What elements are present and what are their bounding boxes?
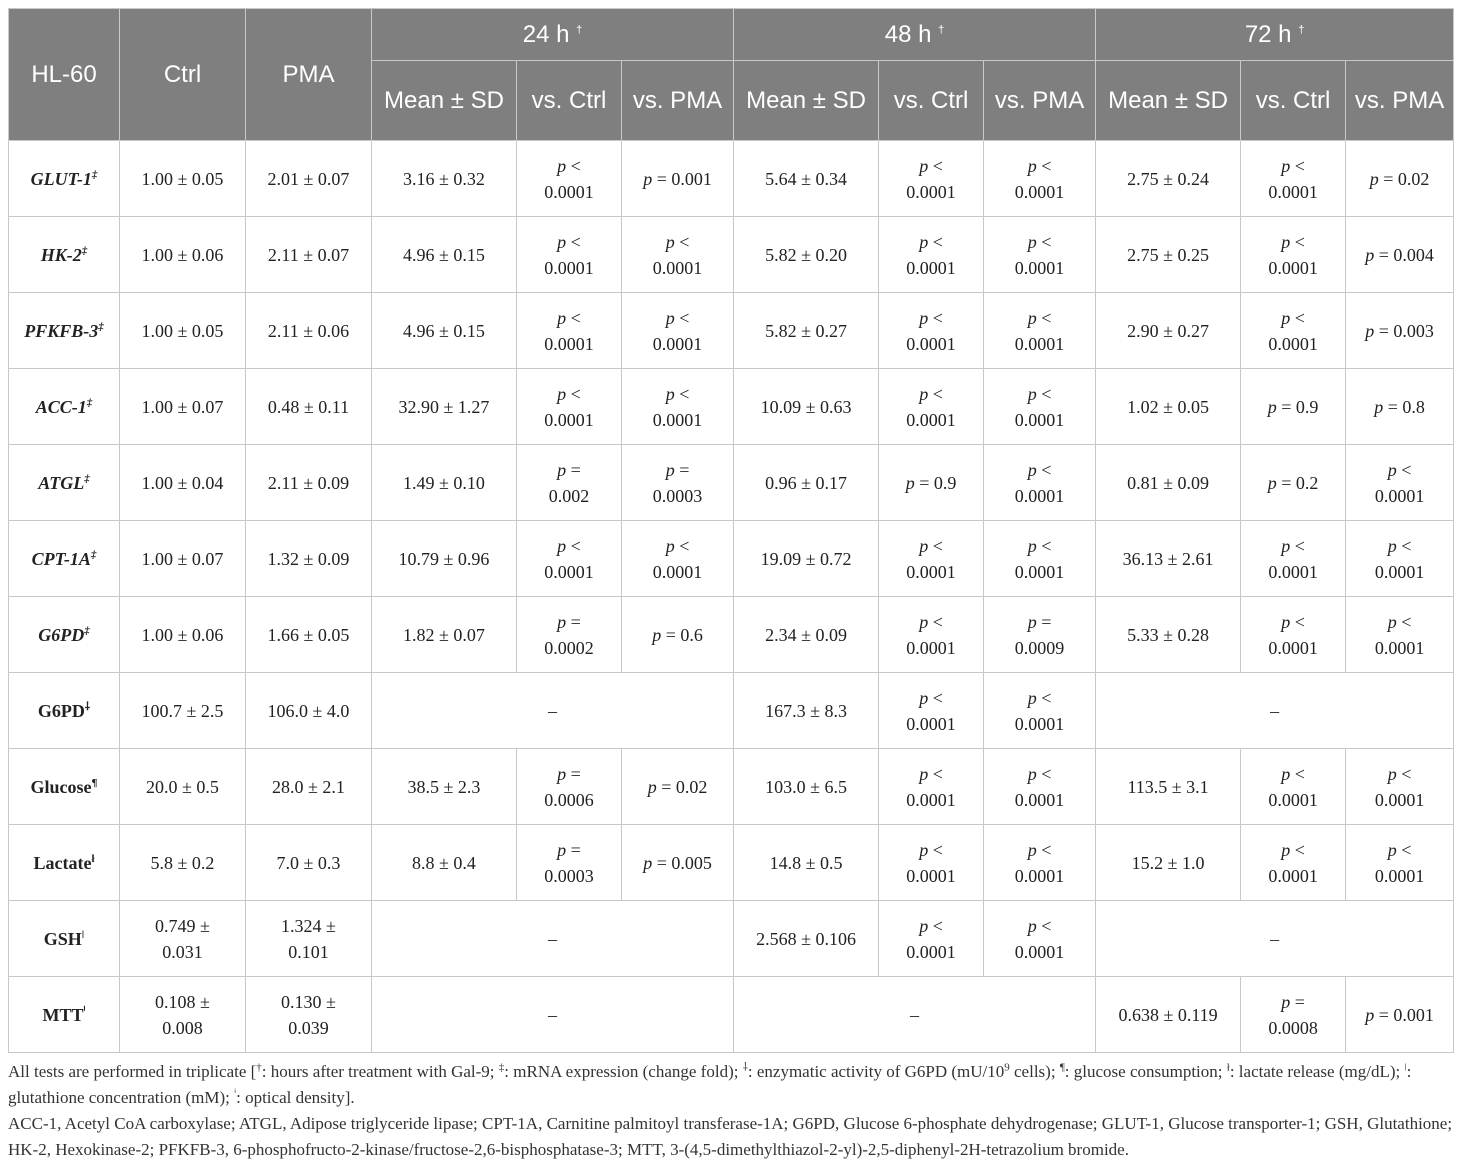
t72-mean-sd: 0.81 ± 0.09 bbox=[1096, 445, 1241, 521]
row-label-mark: ¶ bbox=[91, 776, 98, 789]
subheader-vs-pma: vs. PMA bbox=[1346, 61, 1454, 141]
t72-mean-sd: 5.33 ± 0.28 bbox=[1096, 597, 1241, 673]
pma-value: 0.48 ± 0.11 bbox=[246, 369, 372, 445]
footnote-text: : optical density]. bbox=[236, 1088, 355, 1107]
table-row bbox=[9, 141, 1454, 217]
row-label-mark: ǀ bbox=[81, 928, 85, 941]
table-row bbox=[9, 825, 1454, 901]
t24-mean-sd: 3.16 ± 0.32 bbox=[372, 141, 517, 217]
row-label-mark: ‡ bbox=[98, 320, 104, 333]
t48-mean-sd: 5.82 ± 0.27 bbox=[734, 293, 879, 369]
t72-mean-sd: 36.13 ± 2.61 bbox=[1096, 521, 1241, 597]
footnote-text: : mRNA expression (change fold); bbox=[504, 1062, 743, 1081]
header-24h-label: 24 h bbox=[522, 21, 570, 48]
pma-value: 1.66 ± 0.05 bbox=[246, 597, 372, 673]
t72-vs-ctrl-p: p < 0.0001 bbox=[1241, 825, 1346, 901]
t48-mean-sd: 2.568 ± 0.106 bbox=[734, 901, 879, 977]
row-label-text: G6PD bbox=[37, 700, 85, 721]
t72-not-measured: – bbox=[1096, 673, 1454, 749]
t48-vs-ctrl-p: p < 0.0001 bbox=[879, 141, 984, 217]
ctrl-value: 1.00 ± 0.07 bbox=[120, 521, 246, 597]
subheader-mean-sd: Mean ± SD bbox=[372, 61, 517, 141]
t24-vs-pma-p: p < 0.0001 bbox=[622, 293, 734, 369]
footnote-mark: 9 bbox=[1004, 1061, 1010, 1074]
t24-mean-sd: 8.8 ± 0.4 bbox=[372, 825, 517, 901]
t48-vs-ctrl-p: p < 0.0001 bbox=[879, 293, 984, 369]
footnote-abbreviations: ACC-1, Acetyl CoA carboxylase; ATGL, Adipose triglyceride lipase; CPT-1A, Carnitine palmitoyl transferase-1A; G6PD, Glucose 6-phosphate dehydrogenase; GLUT-1, Glucose transporter-1; GSH, Glutathione; HK-2, Hexokinase-2; PFKFB-3, 6-phosphofructo-2-kinase/fructose-2,6-bisphosphatase-3; MTT, 3-(4,5-dimethylthiazol-2-yl)-2,5-diphenyl-2H-tetrazolium bromide. bbox=[8, 1114, 1453, 1159]
t48-vs-pma-p: p < 0.0001 bbox=[984, 673, 1096, 749]
row-label bbox=[9, 825, 120, 901]
pma-value: 2.11 ± 0.07 bbox=[246, 217, 372, 293]
t72-vs-pma-p: p < 0.0001 bbox=[1346, 749, 1454, 825]
t48-mean-sd: 2.34 ± 0.09 bbox=[734, 597, 879, 673]
t72-vs-ctrl-p: p < 0.0001 bbox=[1241, 293, 1346, 369]
header-ctrl: Ctrl bbox=[120, 9, 246, 141]
table-footnotes bbox=[8, 1059, 1454, 1163]
t48-vs-pma-p: p < 0.0001 bbox=[984, 369, 1096, 445]
footnote-text: : glucose consumption; bbox=[1064, 1062, 1227, 1081]
t48-vs-ctrl-p: p < 0.0001 bbox=[879, 521, 984, 597]
t48-vs-ctrl-p: p < 0.0001 bbox=[879, 597, 984, 673]
footnote-text: : lactate release (mg/dL); bbox=[1229, 1062, 1405, 1081]
t24-vs-pma-p: p = 0.6 bbox=[622, 597, 734, 673]
subheader-vs-ctrl: vs. Ctrl bbox=[879, 61, 984, 141]
t48-mean-sd: 103.0 ± 6.5 bbox=[734, 749, 879, 825]
subheader-vs-ctrl: vs. Ctrl bbox=[517, 61, 622, 141]
t72-vs-ctrl-p: p < 0.0001 bbox=[1241, 597, 1346, 673]
ctrl-value: 1.00 ± 0.05 bbox=[120, 293, 246, 369]
header-pma: PMA bbox=[246, 9, 372, 141]
footnote-mark: ǀ bbox=[1404, 1061, 1407, 1074]
row-label-mark: ł bbox=[91, 852, 95, 865]
t72-vs-pma-p: p = 0.8 bbox=[1346, 369, 1454, 445]
t72-mean-sd: 2.90 ± 0.27 bbox=[1096, 293, 1241, 369]
t72-mean-sd: 0.638 ± 0.119 bbox=[1096, 977, 1241, 1053]
t48-vs-ctrl-p: p < 0.0001 bbox=[879, 901, 984, 977]
header-24h-mark: † bbox=[576, 24, 583, 36]
t48-mean-sd: 14.8 ± 0.5 bbox=[734, 825, 879, 901]
t24-vs-ctrl-p: p < 0.0001 bbox=[517, 293, 622, 369]
row-label bbox=[9, 293, 120, 369]
row-label-text: ATGL bbox=[38, 472, 85, 493]
t24-vs-ctrl-p: p < 0.0001 bbox=[517, 369, 622, 445]
ctrl-value: 0.108 ± 0.008 bbox=[120, 977, 246, 1053]
t24-vs-ctrl-p: p = 0.0002 bbox=[517, 597, 622, 673]
subheader-mean-sd: Mean ± SD bbox=[734, 61, 879, 141]
t72-vs-pma-p: p < 0.0001 bbox=[1346, 445, 1454, 521]
ctrl-value: 1.00 ± 0.06 bbox=[120, 217, 246, 293]
t24-vs-ctrl-p: p = 0.0006 bbox=[517, 749, 622, 825]
t72-vs-pma-p: p = 0.004 bbox=[1346, 217, 1454, 293]
t24-mean-sd: 1.49 ± 0.10 bbox=[372, 445, 517, 521]
pma-value: 7.0 ± 0.3 bbox=[246, 825, 372, 901]
t48-vs-pma-p: p < 0.0001 bbox=[984, 141, 1096, 217]
pma-value: 1.32 ± 0.09 bbox=[246, 521, 372, 597]
t72-mean-sd: 2.75 ± 0.24 bbox=[1096, 141, 1241, 217]
t48-mean-sd: 5.82 ± 0.20 bbox=[734, 217, 879, 293]
t48-vs-pma-p: p < 0.0001 bbox=[984, 901, 1096, 977]
subheader-vs-pma: vs. PMA bbox=[622, 61, 734, 141]
t24-not-measured: – bbox=[372, 901, 734, 977]
t24-mean-sd: 10.79 ± 0.96 bbox=[372, 521, 517, 597]
row-label bbox=[9, 217, 120, 293]
t24-vs-pma-p: p < 0.0001 bbox=[622, 369, 734, 445]
row-label bbox=[9, 597, 120, 673]
t24-mean-sd: 38.5 ± 2.3 bbox=[372, 749, 517, 825]
t24-mean-sd: 32.90 ± 1.27 bbox=[372, 369, 517, 445]
t72-mean-sd: 2.75 ± 0.25 bbox=[1096, 217, 1241, 293]
row-label bbox=[9, 141, 120, 217]
t48-vs-pma-p: p < 0.0001 bbox=[984, 217, 1096, 293]
row-label-text: PFKFB-3 bbox=[24, 320, 99, 341]
header-24h bbox=[372, 9, 734, 61]
footnote-mark: † bbox=[256, 1061, 262, 1074]
t24-vs-pma-p: p < 0.0001 bbox=[622, 217, 734, 293]
t72-vs-pma-p: p < 0.0001 bbox=[1346, 825, 1454, 901]
subheader-mean-sd: Mean ± SD bbox=[1096, 61, 1241, 141]
footnote-text: : glutathione concentration (mM); bbox=[8, 1062, 1412, 1107]
pma-value: 1.324 ± 0.101 bbox=[246, 901, 372, 977]
table-body bbox=[9, 141, 1454, 1053]
row-label bbox=[9, 977, 120, 1053]
row-label-text: Glucose bbox=[30, 776, 92, 797]
t24-mean-sd: 4.96 ± 0.15 bbox=[372, 293, 517, 369]
t24-vs-ctrl-p: p < 0.0001 bbox=[517, 217, 622, 293]
ctrl-value: 1.00 ± 0.07 bbox=[120, 369, 246, 445]
row-label bbox=[9, 901, 120, 977]
footnote-text: : enzymatic activity of G6PD (mU/10 bbox=[747, 1062, 1005, 1081]
row-label-text: GSH bbox=[43, 928, 82, 949]
t24-vs-pma-p: p = 0.005 bbox=[622, 825, 734, 901]
pma-value: 0.130 ± 0.039 bbox=[246, 977, 372, 1053]
header-72h bbox=[1096, 9, 1454, 61]
t24-vs-ctrl-p: p < 0.0001 bbox=[517, 141, 622, 217]
t24-mean-sd: 4.96 ± 0.15 bbox=[372, 217, 517, 293]
t48-mean-sd: 0.96 ± 0.17 bbox=[734, 445, 879, 521]
row-label-mark: ⁱ bbox=[83, 1004, 86, 1017]
row-label-text: MTT bbox=[42, 1004, 84, 1025]
results-table bbox=[8, 8, 1454, 1053]
t72-vs-pma-p: p = 0.001 bbox=[1346, 977, 1454, 1053]
subheader-vs-ctrl: vs. Ctrl bbox=[1241, 61, 1346, 141]
t24-vs-ctrl-p: p = 0.002 bbox=[517, 445, 622, 521]
row-label-text: Lactate bbox=[33, 852, 92, 873]
header-48h bbox=[734, 9, 1096, 61]
t48-vs-pma-p: p < 0.0001 bbox=[984, 825, 1096, 901]
t48-vs-pma-p: p = 0.0009 bbox=[984, 597, 1096, 673]
t72-mean-sd: 1.02 ± 0.05 bbox=[1096, 369, 1241, 445]
table-header bbox=[9, 9, 1454, 141]
t48-vs-ctrl-p: p < 0.0001 bbox=[879, 369, 984, 445]
row-label-mark: ‡ bbox=[81, 244, 88, 257]
footnote-text: : hours after treatment with Gal-9; bbox=[261, 1062, 499, 1081]
row-label-mark: ⸸ bbox=[84, 700, 91, 713]
footnote-mark: ł bbox=[1226, 1061, 1230, 1074]
row-label-mark: ‡ bbox=[86, 396, 93, 409]
header-48h-label: 48 h bbox=[884, 21, 932, 48]
t72-vs-ctrl-p: p < 0.0001 bbox=[1241, 217, 1346, 293]
row-label-text: HK-2 bbox=[40, 244, 82, 265]
table-row bbox=[9, 977, 1454, 1053]
t24-not-measured: – bbox=[372, 977, 734, 1053]
t24-vs-pma-p: p = 0.001 bbox=[622, 141, 734, 217]
t48-mean-sd: 19.09 ± 0.72 bbox=[734, 521, 879, 597]
t24-vs-ctrl-p: p < 0.0001 bbox=[517, 521, 622, 597]
t48-vs-pma-p: p < 0.0001 bbox=[984, 293, 1096, 369]
row-label-text: ACC-1 bbox=[35, 396, 87, 417]
t48-vs-ctrl-p: p < 0.0001 bbox=[879, 825, 984, 901]
t48-mean-sd: 167.3 ± 8.3 bbox=[734, 673, 879, 749]
t48-mean-sd: 5.64 ± 0.34 bbox=[734, 141, 879, 217]
t48-vs-pma-p: p < 0.0001 bbox=[984, 521, 1096, 597]
t72-vs-ctrl-p: p = 0.9 bbox=[1241, 369, 1346, 445]
footnote-mark: ⁱ bbox=[234, 1087, 237, 1100]
t48-not-measured: – bbox=[734, 977, 1096, 1053]
pma-value: 2.11 ± 0.09 bbox=[246, 445, 372, 521]
ctrl-value: 20.0 ± 0.5 bbox=[120, 749, 246, 825]
pma-value: 2.11 ± 0.06 bbox=[246, 293, 372, 369]
t48-vs-ctrl-p: p < 0.0001 bbox=[879, 217, 984, 293]
row-label bbox=[9, 673, 120, 749]
row-label bbox=[9, 369, 120, 445]
row-label bbox=[9, 445, 120, 521]
header-72h-label: 72 h bbox=[1244, 21, 1292, 48]
t48-vs-ctrl-p: p = 0.9 bbox=[879, 445, 984, 521]
ctrl-value: 1.00 ± 0.04 bbox=[120, 445, 246, 521]
table-row bbox=[9, 749, 1454, 825]
table-row bbox=[9, 901, 1454, 977]
t24-vs-pma-p: p = 0.0003 bbox=[622, 445, 734, 521]
ctrl-value: 100.7 ± 2.5 bbox=[120, 673, 246, 749]
footnote-text: cells); bbox=[1009, 1062, 1060, 1081]
t24-vs-ctrl-p: p = 0.0003 bbox=[517, 825, 622, 901]
header-cell-line: HL-60 bbox=[9, 9, 120, 141]
row-label-mark: ‡ bbox=[90, 548, 97, 561]
t72-vs-ctrl-p: p < 0.0001 bbox=[1241, 141, 1346, 217]
ctrl-value: 1.00 ± 0.05 bbox=[120, 141, 246, 217]
header-48h-mark: † bbox=[938, 24, 945, 36]
ctrl-value: 5.8 ± 0.2 bbox=[120, 825, 246, 901]
t72-vs-ctrl-p: p < 0.0001 bbox=[1241, 749, 1346, 825]
t72-vs-pma-p: p < 0.0001 bbox=[1346, 597, 1454, 673]
t72-vs-ctrl-p: p = 0.0008 bbox=[1241, 977, 1346, 1053]
t48-vs-ctrl-p: p < 0.0001 bbox=[879, 749, 984, 825]
row-label-mark: ‡ bbox=[91, 168, 98, 181]
t72-vs-pma-p: p < 0.0001 bbox=[1346, 521, 1454, 597]
t48-vs-ctrl-p: p < 0.0001 bbox=[879, 673, 984, 749]
table-row bbox=[9, 293, 1454, 369]
row-label-mark: ‡ bbox=[84, 472, 90, 485]
subheader-vs-pma: vs. PMA bbox=[984, 61, 1096, 141]
pma-value: 2.01 ± 0.07 bbox=[246, 141, 372, 217]
table-row bbox=[9, 521, 1454, 597]
footnote-mark: ‡ bbox=[498, 1061, 505, 1074]
row-label-mark: ‡ bbox=[84, 624, 90, 637]
t72-vs-pma-p: p = 0.003 bbox=[1346, 293, 1454, 369]
row-label-text: GLUT-1 bbox=[30, 168, 92, 189]
t72-vs-ctrl-p: p < 0.0001 bbox=[1241, 521, 1346, 597]
table-row bbox=[9, 369, 1454, 445]
t24-not-measured: – bbox=[372, 673, 734, 749]
table-row bbox=[9, 445, 1454, 521]
header-72h-mark: † bbox=[1298, 24, 1305, 36]
t72-not-measured: – bbox=[1096, 901, 1454, 977]
table-row bbox=[9, 673, 1454, 749]
t24-mean-sd: 1.82 ± 0.07 bbox=[372, 597, 517, 673]
t72-mean-sd: 113.5 ± 3.1 bbox=[1096, 749, 1241, 825]
footnote-legend bbox=[8, 1059, 1454, 1111]
footnote-text: All tests are performed in triplicate [ bbox=[8, 1062, 257, 1081]
t72-vs-ctrl-p: p = 0.2 bbox=[1241, 445, 1346, 521]
ctrl-value: 1.00 ± 0.06 bbox=[120, 597, 246, 673]
row-label bbox=[9, 521, 120, 597]
row-label bbox=[9, 749, 120, 825]
row-label-text: CPT-1A bbox=[31, 548, 91, 569]
footnote-mark: ¶ bbox=[1059, 1061, 1065, 1074]
t24-vs-pma-p: p < 0.0001 bbox=[622, 521, 734, 597]
t72-mean-sd: 15.2 ± 1.0 bbox=[1096, 825, 1241, 901]
table-row bbox=[9, 217, 1454, 293]
t48-vs-pma-p: p < 0.0001 bbox=[984, 445, 1096, 521]
ctrl-value: 0.749 ± 0.031 bbox=[120, 901, 246, 977]
row-label-text: G6PD bbox=[38, 624, 85, 645]
t24-vs-pma-p: p = 0.02 bbox=[622, 749, 734, 825]
footnote-mark: ⸸ bbox=[742, 1061, 748, 1074]
t48-vs-pma-p: p < 0.0001 bbox=[984, 749, 1096, 825]
pma-value: 106.0 ± 4.0 bbox=[246, 673, 372, 749]
t72-vs-pma-p: p = 0.02 bbox=[1346, 141, 1454, 217]
pma-value: 28.0 ± 2.1 bbox=[246, 749, 372, 825]
table-row bbox=[9, 597, 1454, 673]
t48-mean-sd: 10.09 ± 0.63 bbox=[734, 369, 879, 445]
